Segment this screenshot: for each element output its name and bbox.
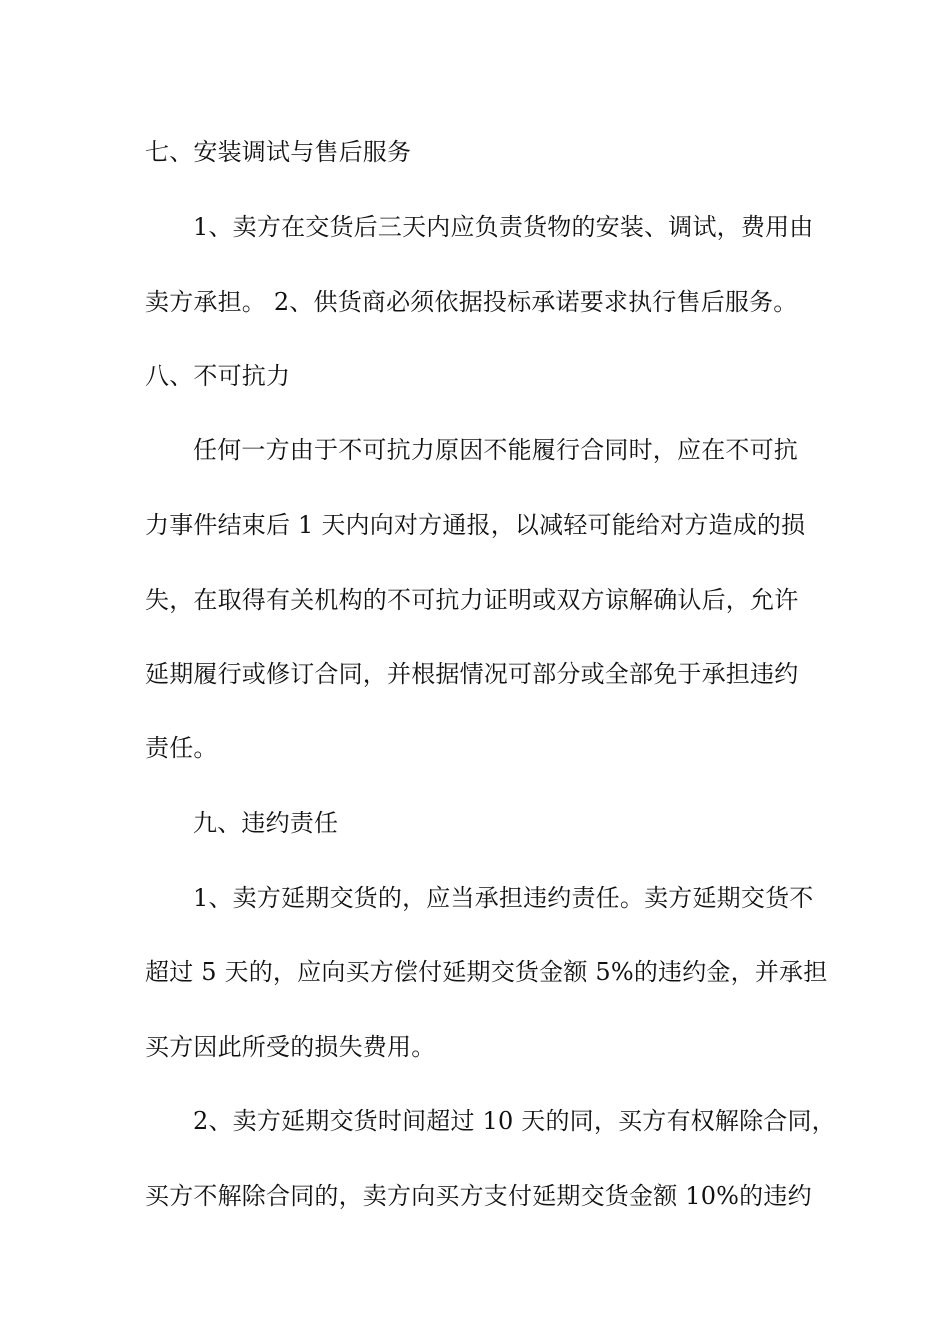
paragraph-line: 买方不解除合同的，卖方向买方支付延期交货金额 10%的违约: [145, 1182, 812, 1210]
paragraph-line: 买方因此所受的损失费用。: [145, 1033, 436, 1061]
paragraph-line: 超过 5 天的，应向买方偿付延期交货金额 5%的违约金，并承担: [145, 958, 828, 986]
paragraph-line: 任何一方由于不可抗力原因不能履行合同时，应在不可抗: [193, 436, 798, 464]
paragraph-line: 1、卖方在交货后三天内应负责货物的安装、调试，费用由: [193, 213, 814, 241]
paragraph-line: 力事件结束后 1 天内向对方通报，以减轻可能给对方造成的损: [145, 511, 806, 539]
paragraph-line: 延期履行或修订合同，并根据情况可部分或全部免于承担违约: [145, 660, 799, 688]
paragraph-line: 2、卖方延期交货时间超过 10 天的同，买方有权解除合同，: [193, 1107, 836, 1135]
paragraph-line: 责任。: [145, 734, 218, 762]
section-heading-7: 七、安装调试与售后服务: [145, 138, 412, 166]
paragraph-line: 失，在取得有关机构的不可抗力证明或双方谅解确认后，允许: [145, 586, 799, 614]
paragraph-line: 卖方承担。 2、供货商必须依据投标承诺要求执行售后服务。: [145, 288, 798, 316]
section-heading-8: 八、不可抗力: [145, 362, 291, 390]
section-heading-9: 九、违约责任: [193, 809, 339, 837]
paragraph-line: 1、卖方延期交货的，应当承担违约责任。卖方延期交货不: [193, 884, 814, 912]
